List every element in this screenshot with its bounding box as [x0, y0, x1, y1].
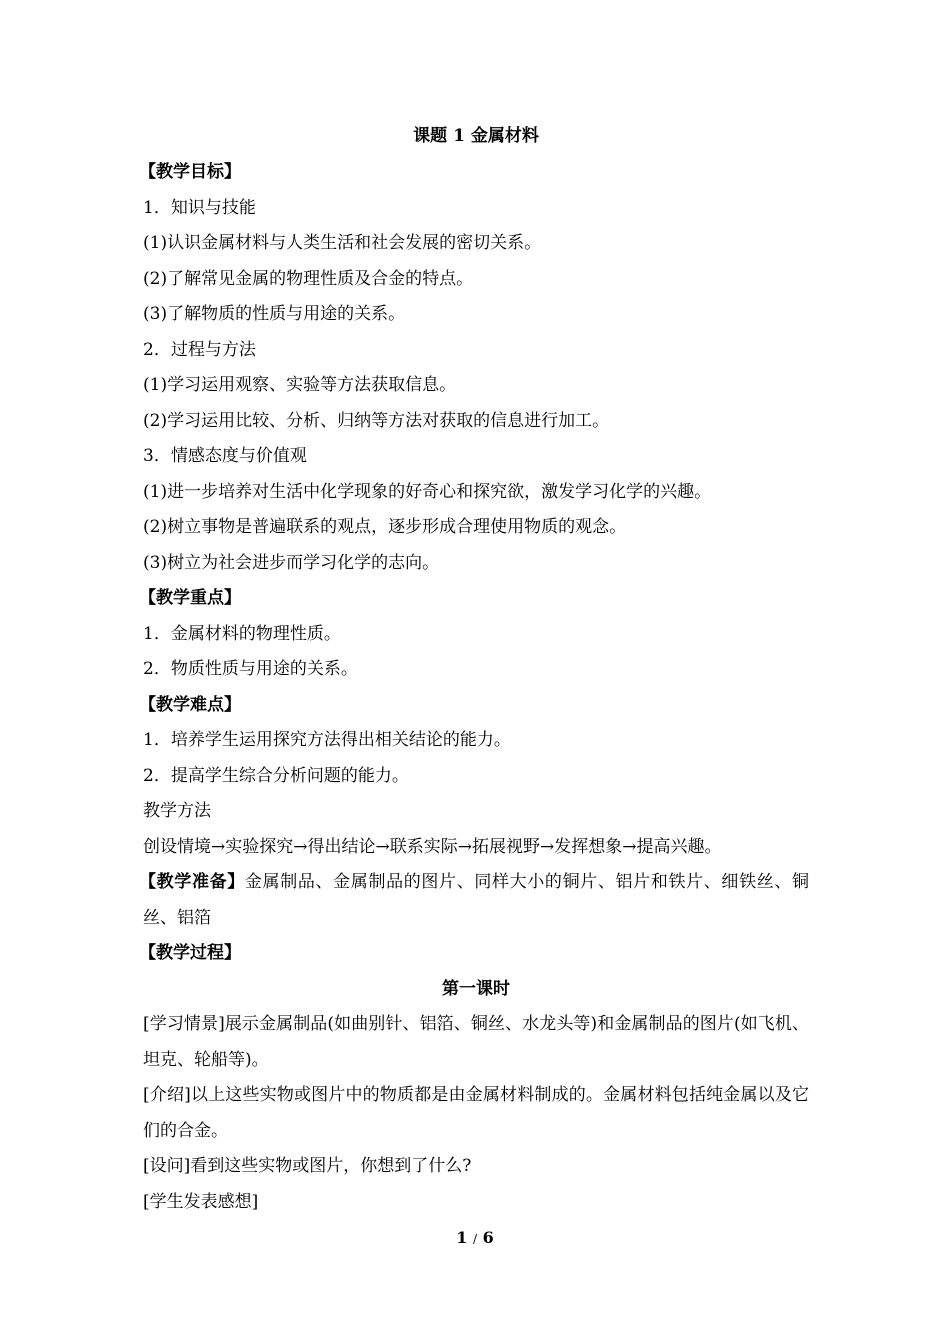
document-body [139, 121, 810, 1220]
process-heading: 【教学过程】 [139, 943, 241, 963]
process-paragraph: [介绍]以上这些实物或图片中的物质都是由金属材料制成的。金属材料包括纯金属以及它们的合金。 [143, 1085, 809, 1141]
preparation-text: 金属制品、金属制品的图片、同样大小的铜片、铝片和铁片、细铁丝、铜丝、铝箔 [143, 872, 810, 928]
difficult-points-heading: 【教学难点】 [139, 694, 241, 715]
method-heading: 教学方法 [143, 801, 211, 821]
page-separator: / [472, 1232, 478, 1246]
page-total: 6 [482, 1228, 494, 1247]
preparation-paragraph [139, 865, 810, 936]
difficult-point-item: 2．提高学生综合分析问题的能力。 [143, 765, 409, 786]
goal1-item: (2)了解常见金属的物理性质及合金的特点。 [143, 268, 474, 289]
lesson-title: 第一课时 [442, 978, 510, 999]
preparation-heading: 【教学准备】 [139, 872, 245, 892]
goal1-item: (1)认识金属材料与人类生活和社会发展的密切关系。 [143, 233, 542, 253]
goals-heading: 【教学目标】 [139, 162, 241, 182]
goal3-item: (3)树立为社会进步而学习化学的志向。 [143, 552, 440, 573]
goal2-item: (2)学习运用比较、分析、归纳等方法对获取的信息进行加工。 [143, 410, 610, 431]
key-point-item: 2．物质性质与用途的关系。 [143, 659, 358, 679]
goal3-item: (2)树立事物是普遍联系的观点，逐步形成合理使用物质的观念。 [143, 517, 627, 537]
key-point-item: 1．金属材料的物理性质。 [143, 623, 341, 644]
goal2-item: (1)学习运用观察、实验等方法获取信息。 [143, 375, 457, 395]
process-paragraph: [学生发表感想] [143, 1191, 259, 1212]
goal1-heading: 1．知识与技能 [143, 197, 256, 218]
goal1-item: (3)了解物质的性质与用途的关系。 [143, 304, 406, 324]
process-paragraph: [设问]看到这些实物或图片，你想到了什么? [143, 1156, 472, 1176]
page-title: 课题 1 金属材料 [413, 126, 539, 146]
process-paragraph: [学习情景]展示金属制品(如曲别针、铝箔、铜丝、水龙头等)和金属制品的图片(如飞机、坦克、轮船等)。 [143, 1014, 809, 1070]
goal2-heading: 2．过程与方法 [143, 339, 256, 360]
goal3-item: (1)进一步培养对生活中化学现象的好奇心和探究欲，激发学习化学的兴趣。 [143, 481, 712, 502]
page-current: 1 [456, 1228, 468, 1247]
key-points-heading: 【教学重点】 [139, 588, 241, 608]
difficult-point-item: 1．培养学生运用探究方法得出相关结论的能力。 [143, 730, 511, 750]
goal3-heading: 3．情感态度与价值观 [143, 446, 307, 466]
method-text: 创设情境→实验探究→得出结论→联系实际→拓展视野→发挥想象→提高兴趣。 [143, 836, 722, 857]
page-number [0, 1226, 950, 1251]
